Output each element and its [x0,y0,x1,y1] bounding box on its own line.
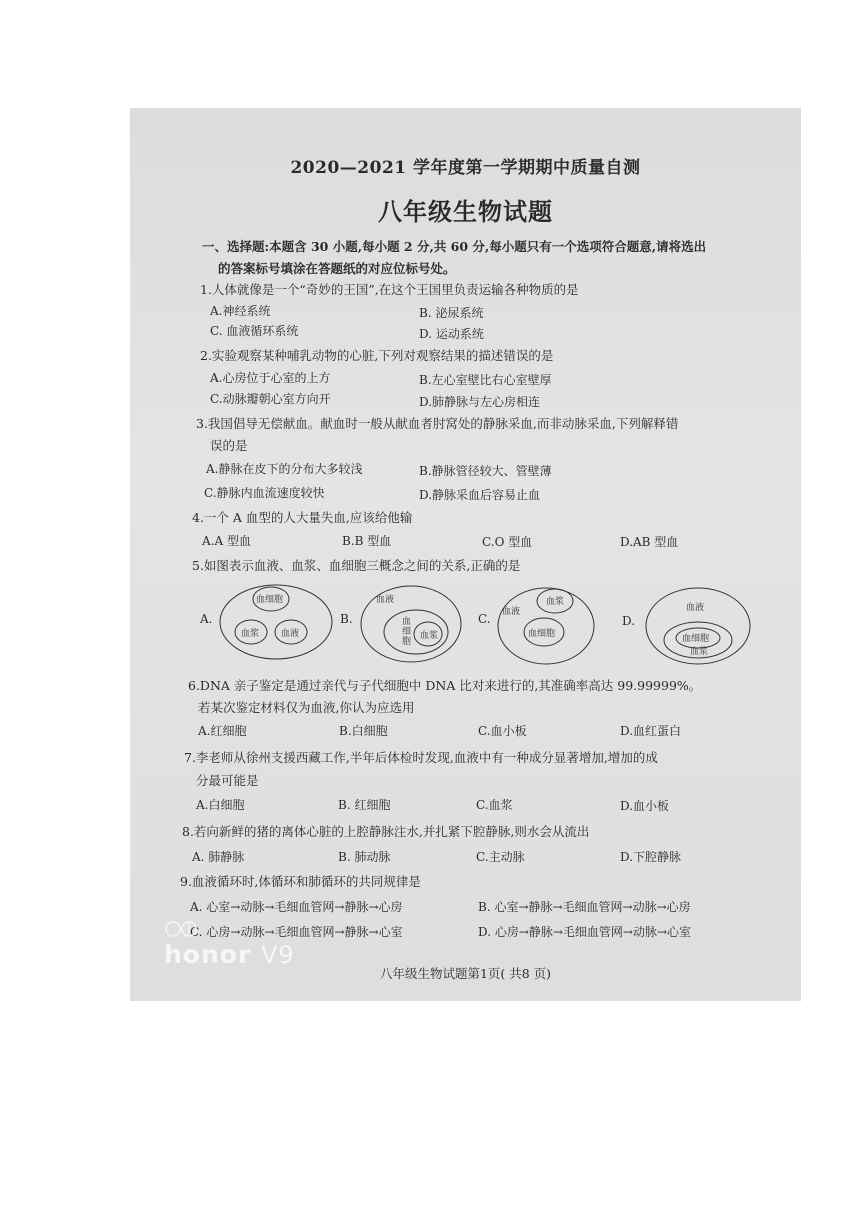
question-1-option-b: B. 泌尿系统 [419,306,484,320]
question-1-option-c: C. 血液循环系统 [210,324,299,338]
question-9-option-c: C. 心房→动脉→毛细血管网→静脉→心室 [190,925,403,939]
question-3-option-a: A.静脉在皮下的分布大多较浅 [206,462,363,476]
question-2-stem: 2.实验观察某种哺乳动物的心脏,下列对观察结果的描述错误的是 [200,348,554,363]
diagram-d-venn [642,584,758,668]
question-2-option-c: C.动脉瓣朝心室方向开 [210,392,331,406]
diagram-c-cells-label: 血细胞 [528,629,556,639]
question-3-stem-line1: 3.我国倡导无偿献血。献血时一般从献血者肘窝处的静脉采血,而非动脉采血,下列解释错 [196,416,679,431]
diagram-d-plasma-label: 血浆 [690,647,709,657]
question-9-option-a: A. 心室→动脉→毛细血管网→静脉→心房 [190,900,403,914]
question-7-stem-line2: 分最可能是 [196,773,259,788]
diagram-b-plasma-label: 血浆 [420,631,439,641]
question-3-option-c: C.静脉内血流速度较快 [204,486,325,500]
diagram-b-label: B. [340,612,353,626]
question-6-option-d: D.血红蛋白 [620,724,682,738]
page-footer: 八年级生物试题第1页( 共8 页) [379,966,552,981]
question-8-option-a: A. 肺静脉 [192,850,245,864]
question-4-option-c: C.O 型血 [482,535,533,549]
question-2-option-b: B.左心室壁比右心室壁厚 [419,373,552,387]
question-7-option-c: C.血浆 [476,798,513,812]
diagram-b-cells-char3: 胞 [402,637,412,647]
question-8-option-c: C.主动脉 [476,850,525,864]
diagram-c-blood-label: 血液 [502,607,521,617]
diagram-a-label: A. [200,612,213,626]
diagram-d-blood-label: 血液 [686,603,705,613]
diagram-d-label: D. [622,614,636,628]
question-1-stem: 1.人体就像是一个“奇妙的王国”,在这个王国里负责运输各种物质的是 [200,282,579,297]
question-3-option-b: B.静脉管径较大、管壁薄 [419,464,552,478]
question-3-option-d: D.静脉采血后容易止血 [419,488,541,502]
question-7-stem-line1: 7.李老师从徐州支援西藏工作,半年后体检时发现,血液中有一种成分显著增加,增加的成 [184,750,658,765]
watermark-brand: honor [164,940,252,969]
question-7-option-a: A.白细胞 [196,798,245,812]
question-8-option-d: D.下腔静脉 [620,850,682,864]
question-2-option-a: A.心房位于心室的上方 [210,371,331,385]
question-4-stem: 4.一个 A 血型的人大量失血,应该给他输 [192,510,413,525]
question-9-option-d: D. 心房→静脉→毛细血管网→动脉→心室 [478,925,692,939]
diagram-b-cells-char1: 血 [402,617,412,627]
question-8-stem: 8.若向新鲜的猪的离体心脏的上腔静脉注水,并扎紧下腔静脉,则水会从流出 [182,824,590,839]
diagram-a-cells-label: 血细胞 [256,595,284,605]
question-8-option-b: B. 肺动脉 [338,850,391,864]
section-instruction-line2: 的答案标号填涂在答题纸的对应位标号处。 [218,261,456,276]
watermark-model: V9 [261,941,295,969]
question-3-stem-line2: 误的是 [210,438,248,453]
question-4-option-d: D.AB 型血 [620,535,679,549]
diagram-b-cells-char2: 细 [402,627,412,637]
question-6-option-b: B.白细胞 [339,724,388,738]
diagram-b-venn [358,584,468,668]
diagram-c-label: C. [478,612,491,626]
question-5-stem: 5.如图表示血液、血浆、血细胞三概念之间的关系,正确的是 [192,558,521,573]
question-9-option-b: B. 心室→静脉→毛细血管网→动脉→心房 [478,900,691,914]
question-6-option-a: A.红细胞 [198,724,247,738]
diagram-d-cells-label: 血细胞 [682,634,710,644]
question-6-option-c: C.血小板 [478,724,527,738]
exam-title: 2020—2021 学年度第一学期期中质量自测 [290,158,641,178]
question-9-stem: 9.血液循环时,体循环和肺循环的共同规律是 [180,874,421,889]
exam-subtitle: 八年级生物试题 [378,197,553,226]
question-4-option-a: A.A 型血 [202,534,251,548]
diagram-c-venn [494,584,604,670]
question-4-option-b: B.B 型血 [342,534,392,548]
question-7-option-b: B. 红细胞 [338,798,391,812]
question-7-option-d: D.血小板 [620,799,670,813]
camera-lens-icon [164,920,212,938]
question-1-option-a: A.神经系统 [210,304,271,318]
question-6-stem-line2: 若某次鉴定材料仅为血液,你认为应选用 [198,700,415,715]
diagram-a-plasma-label: 血浆 [241,629,260,639]
question-1-option-d: D. 运动系统 [419,327,484,341]
diagram-a-blood-label: 血液 [281,629,300,639]
question-6-stem-line1: 6.DNA 亲子鉴定是通过亲代与子代细胞中 DNA 比对来进行的,其准确率高达 99.99999%。 [188,678,702,693]
section-instruction-line1: 一、选择题:本题含 30 小题,每小题 2 分,共 60 分,每小题只有一个选项符合题意,请将选出 [202,239,707,254]
diagram-b-blood-label: 血液 [376,595,395,605]
diagram-c-plasma-label: 血浆 [546,597,565,607]
exam-photo [130,108,801,1001]
diagram-a-venn [216,582,336,662]
question-2-option-d: D.肺静脉与左心房相连 [419,395,541,409]
